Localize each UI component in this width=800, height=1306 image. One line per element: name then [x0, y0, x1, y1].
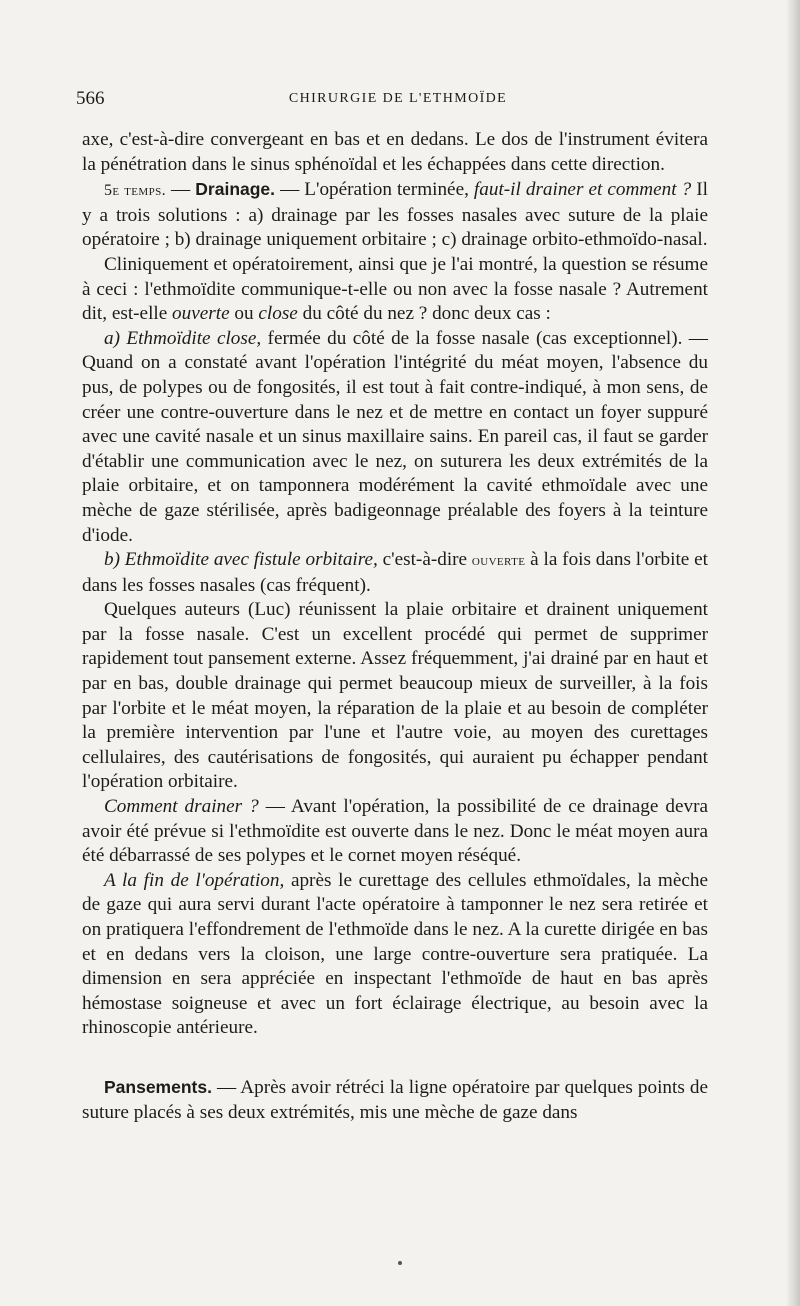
- page-body: [82, 128, 708, 1125]
- paragraph-case-b: b) Ethmoïdite avec fistule orbitaire, c'est-à-dire ouverte à la fois dans l'orbite et dans les fosses nasales (cas fréquent).: [82, 549, 708, 596]
- paragraph-case-a: a) Ethmoïdite close, fermée du côté de la fosse nasale (cas exceptionnel). — Quand on a constaté avant l'opération l'intégrité du méat moyen, l'absence du pus, de polypes ou de fongosités, il est tout à fait contre-indiqué, à mon sens, de créer une contre-ouverture dans le nez et de mettre en contact un foyer suppuré avec une cavité nasale et un sinus maxillaire sains. En pareil cas, il faut se garder d'établir une communication avec le nez, on suturera les deux extrémités de la plaie orbitaire, et on tamponnera modérément la cavité ethmoïdale avec une mèche de gaze stérilisée, après badigeonnage préalable des foyers à la teinture d'iode.: [82, 327, 708, 546]
- paragraph-fin-operation: A la fin de l'opération, après le curettage des cellules ethmoïdales, la mèche de gaze qui aura servi durant l'acte opératoire à tamponner le nez sera retirée et on pratiquera l'effondrement de l'ethmoïde dans le nez. A la curette dirigée en bas et en dedans vers la cloison, une large contre-ouverture sera pratiquée. La dimension en sera appréciée en inspectant l'ethmoïde de haut en bas après hémostase soigneuse et avec un fort éclairage électrique, au besoin avec la rhinoscopie antérieure.: [82, 869, 708, 1039]
- paragraph-clinique: Cliniquement et opératoirement, ainsi que je l'ai montré, la question se résume à ceci : l'ethmoïdite communique-t-elle ou non avec la fosse nasale ? Autrement dit, est-elle ouverte ou close du côté du nez ? donc deux cas :: [82, 253, 708, 325]
- section-heading-pansements: Pansements.: [104, 1076, 212, 1097]
- page-edge-shadow: [786, 0, 800, 1306]
- running-title: CHIRURGIE DE L'ETHMOÏDE: [288, 91, 508, 106]
- page-header: [76, 88, 720, 114]
- paragraph-drainage: 5e temps. — Drainage. — L'opération terminée, faut-il drainer et comment ? Il y a trois solutions : a) drainage par les fosses nasales avec suture de la plaie opératoire ; b) drainage uniquement orbitaire ; c) drainage orbito-ethmoïdo-nasal.: [82, 179, 708, 251]
- step-label: 5e temps.: [104, 182, 167, 200]
- paragraph-continuation: axe, c'est-à-dire convergeant en bas et en dedans. Le dos de l'instrument évitera la pénétration dans le sinus sphénoïdal et les échappées dans cette direction.: [82, 129, 708, 175]
- print-speck: [398, 1261, 402, 1265]
- page-number: 566: [76, 88, 105, 109]
- paragraph-pansements: Pansements. — Après avoir rétréci la ligne opératoire par quelques points de suture placés à ses deux extrémités, mis une mèche de gaze dans: [82, 1076, 708, 1123]
- paragraph-comment-drainer: Comment drainer ? — Avant l'opération, la possibilité de ce drainage devra avoir été prévue si l'ethmoïdite est ouverte dans le nez. Donc le méat moyen aura été débarrassé de ses polypes et le cornet moyen réséqué.: [82, 796, 708, 867]
- paragraph-auteurs: Quelques auteurs (Luc) réunissent la plaie orbitaire et drainent uniquement par la fosse nasale. C'est un excellent procédé qui permet de supprimer rapidement tout pansement externe. Assez fréquemment, j'ai drainé par en haut et par en bas, double drainage qui permet beaucoup mieux de surveiller, à la fois par l'orbite et le méat moyen, la réparation de la plaie et au besoin de compléter la première intervention par l'une et l'autre voie, au moyen des curettages cellulaires, des cautérisations de fongosités, qui auraient pu échapper pendant l'opération orbitaire.: [82, 599, 708, 793]
- section-heading-drainage: Drainage.: [195, 179, 276, 200]
